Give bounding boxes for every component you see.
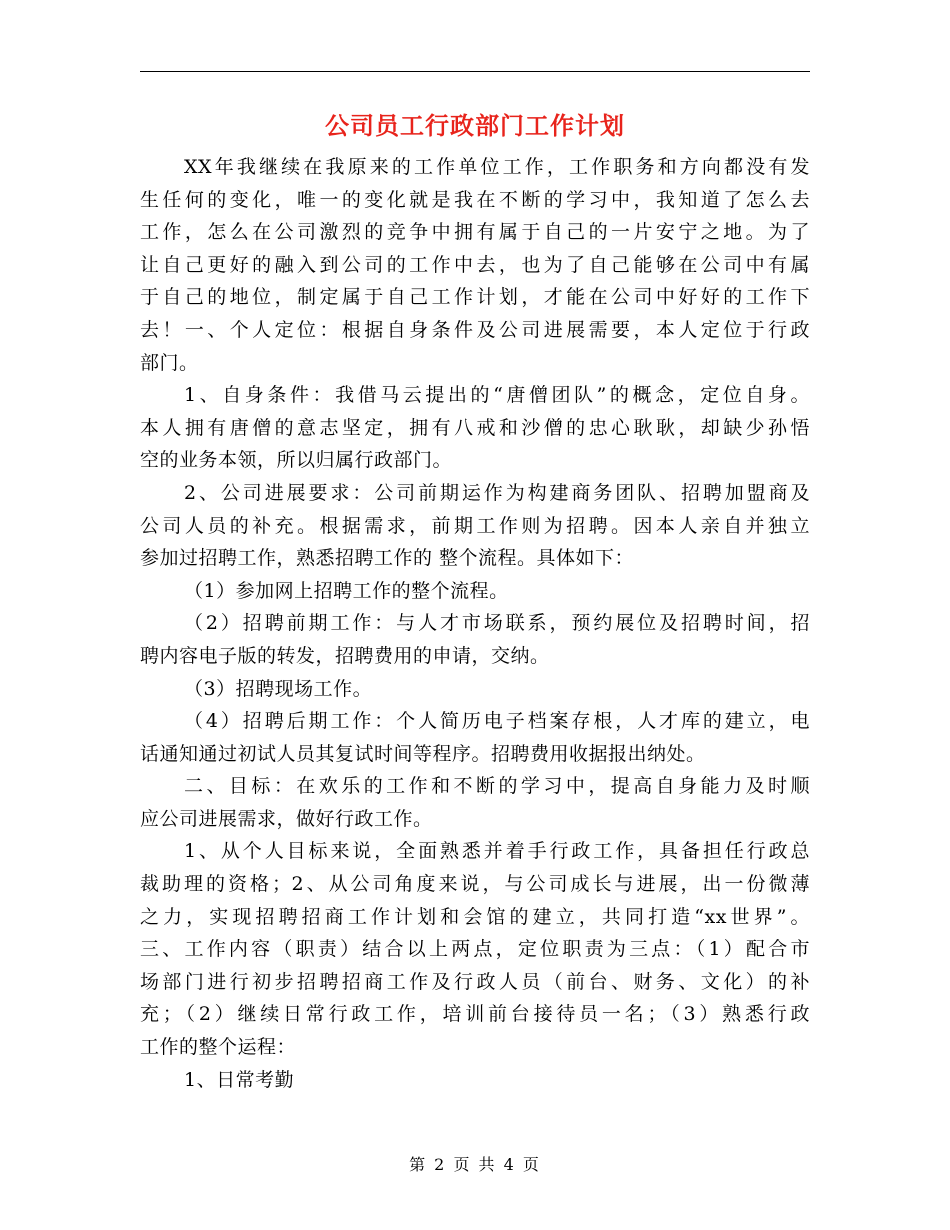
document-body — [140, 151, 810, 1096]
text-line: 1、自身条件：我借马云提出的“唐僧团队”的概念，定位自身。 — [184, 384, 810, 407]
text-line: 2、公司进展要求：公司前期运作为构建商务团队、招聘加盟商及 — [184, 481, 810, 504]
text-line: 话通知通过初试人员其复试时间等程序。招聘费用收据报出纳处。 — [140, 742, 706, 765]
text-line: 三、工作内容（职责）结合以上两点，定位职责为三点：（1）配合市 — [140, 938, 810, 961]
header-rule — [140, 71, 810, 72]
text-line: 1、日常考勤 — [184, 1068, 295, 1091]
document-title: 公司员工行政部门工作计划 — [325, 111, 625, 140]
text-line: 充；（2）继续日常行政工作，培训前台接待员一名；（3）熟悉行政 — [140, 1003, 810, 1026]
text-line: 之力，实现招聘招商工作计划和会馆的建立，共同打造“xx世界”。 — [140, 905, 810, 928]
text-line: 去！一、个人定位：根据自身条件及公司进展需要，本人定位于行政 — [140, 318, 810, 341]
text-line: （1）参加网上招聘工作的整个流程。 — [184, 579, 509, 602]
text-line: 本人拥有唐僧的意志坚定，拥有八戒和沙僧的忠心耿耿，却缺少孙悟 — [140, 416, 810, 439]
text-line: 二、目标：在欢乐的工作和不断的学习中，提高自身能力及时顺 — [184, 775, 810, 798]
text-line: 空的业务本领，所以归属行政部门。 — [140, 449, 453, 472]
text-line: 聘内容电子版的转发，招聘费用的申请，交纳。 — [140, 644, 550, 667]
text-line: 场部门进行初步招聘招商工作及行政人员（前台、财务、文化）的补 — [140, 970, 810, 993]
text-line: 工作的整个运程： — [140, 1036, 297, 1059]
text-line: 裁助理的资格；2、从公司角度来说，与公司成长与进展，出一份微薄 — [140, 873, 810, 896]
text-line: 公司人员的补充。根据需求，前期工作则为招聘。因本人亲自并独立 — [140, 514, 810, 537]
text-line: 参加过招聘工作，熟悉招聘工作的 整个流程。具体如下： — [140, 547, 635, 570]
text-line: 工作，怎么在公司激烈的竞争中拥有属于自己的一片安宁之地。为了 — [140, 221, 810, 244]
text-line: （2）招聘前期工作：与人才市场联系，预约展位及招聘时间，招 — [184, 612, 810, 635]
text-line: （3）招聘现场工作。 — [184, 677, 373, 700]
text-line: 让自己更好的融入到公司的工作中去，也为了自己能够在公司中有属 — [140, 253, 810, 276]
text-line: 部门。 — [140, 351, 199, 374]
text-line: （4）招聘后期工作：个人简历电子档案存根，人才库的建立，电 — [184, 710, 810, 733]
text-line: 应公司进展需求，做好行政工作。 — [140, 807, 433, 830]
text-line: 1、从个人目标来说，全面熟悉并着手行政工作，具备担任行政总 — [184, 840, 810, 863]
text-line: 生任何的变化，唯一的变化就是我在不断的学习中，我知道了怎么去 — [140, 188, 810, 211]
text-line: 于自己的地位，制定属于自己工作计划，才能在公司中好好的工作下 — [140, 286, 810, 309]
page-footer: 第 2 页 共 4 页 — [409, 1155, 541, 1174]
text-line: XX年我继续在我原来的工作单位工作，工作职务和方向都没有发 — [184, 156, 810, 178]
